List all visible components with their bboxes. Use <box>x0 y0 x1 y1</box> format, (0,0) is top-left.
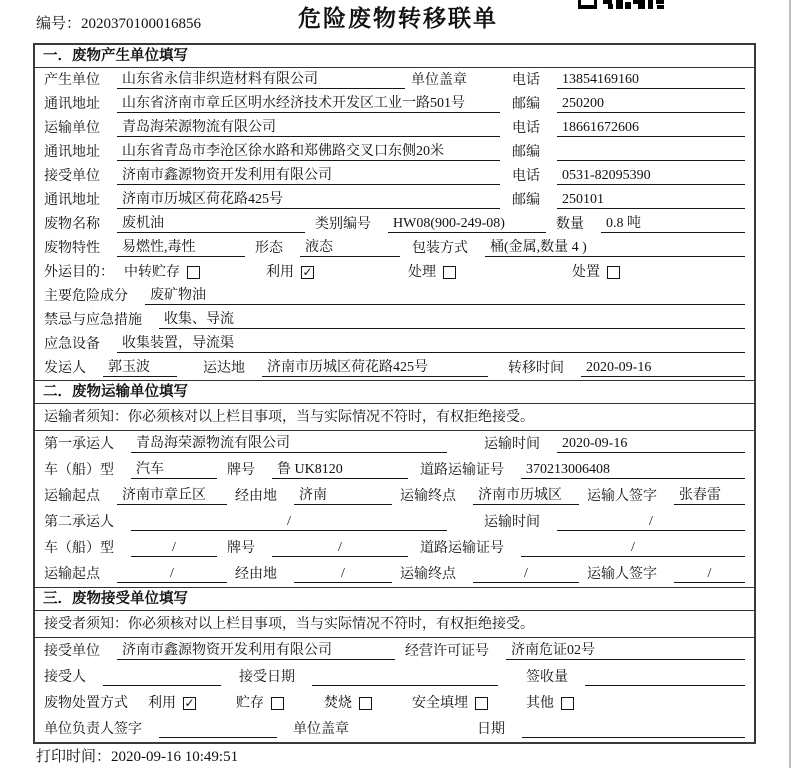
form-field <box>44 488 100 505</box>
form-field <box>94 359 177 377</box>
field-value: 济南危证02号 <box>506 642 745 660</box>
form-field <box>548 191 745 209</box>
form-field <box>124 264 200 281</box>
form-field <box>526 669 568 686</box>
form-field <box>108 119 500 137</box>
field-value: 汽车 <box>131 461 217 479</box>
form-field <box>576 669 745 686</box>
form-field <box>44 240 100 257</box>
form-field <box>285 565 392 583</box>
form-field <box>512 96 540 113</box>
form-field <box>227 540 255 557</box>
form-field <box>548 144 745 161</box>
form-row <box>35 483 754 509</box>
field-value <box>557 144 745 161</box>
form-field <box>285 487 392 505</box>
field-label: 牌号 <box>227 541 255 556</box>
field-label: 运输单位 <box>44 121 100 136</box>
field-label: 接受单位 <box>44 169 100 184</box>
field-label: 单位盖章 <box>293 722 349 737</box>
field-label: 邮编 <box>512 145 540 160</box>
form-field <box>148 695 196 712</box>
form-field <box>592 215 745 233</box>
field-value: / <box>117 565 227 583</box>
field-value: 鲁 UK8120 <box>272 461 408 479</box>
form-field <box>508 360 564 377</box>
form-field <box>108 335 745 353</box>
field-value: 青岛海荣源物流有限公司 <box>131 435 447 453</box>
field-value: / <box>131 513 447 531</box>
field-value: 易燃性,毒性 <box>117 239 245 257</box>
field-label: 中转贮存 <box>124 265 180 280</box>
form-field <box>44 192 100 209</box>
form-field <box>227 462 255 479</box>
field-value: 0.8 吨 <box>601 215 745 233</box>
serial-number-label: 编号： <box>36 16 82 32</box>
field-value <box>522 721 745 738</box>
field-label: 类别编号 <box>315 217 371 232</box>
field-label: 运输起点 <box>44 567 100 582</box>
form-field <box>263 461 408 479</box>
field-label: 电话 <box>512 73 540 88</box>
field-value <box>585 669 745 686</box>
print-time <box>36 745 238 766</box>
form-field <box>548 95 745 113</box>
field-label: 焚烧 <box>324 696 352 711</box>
form-field <box>548 119 745 137</box>
form-table <box>33 43 756 744</box>
form-field <box>464 565 579 583</box>
field-label: 单位负责人签字 <box>44 722 142 737</box>
page-title: 危险废物转移联单 <box>298 5 498 31</box>
field-label: 应急设备 <box>44 337 100 352</box>
checkbox-unchecked-icon <box>271 697 284 710</box>
form-field <box>44 669 86 686</box>
form-field <box>263 539 408 557</box>
field-label: 运输人签字 <box>587 489 657 504</box>
form-field <box>477 721 505 738</box>
form-field <box>235 566 277 583</box>
serial-number-value: 2020370100016856 <box>81 16 202 32</box>
form-field <box>136 287 745 305</box>
form-field <box>476 239 745 257</box>
form-field <box>556 216 584 233</box>
field-label: 利用 <box>266 265 294 280</box>
checkbox-unchecked-icon <box>359 697 372 710</box>
form-field <box>548 167 745 185</box>
form-field <box>513 721 745 738</box>
field-label: 接受人 <box>44 670 86 685</box>
section-title: 二．废物运输单位填写 <box>35 381 754 404</box>
form-field <box>405 643 489 660</box>
form-row <box>35 188 754 212</box>
field-label: 运输时间 <box>484 437 540 452</box>
form-field <box>44 168 100 185</box>
form-field <box>408 264 456 281</box>
field-label: 转移时间 <box>508 361 564 376</box>
field-value: 山东省青岛市李沧区徐水路和郑佛路交叉口东侧20米 <box>117 143 500 161</box>
checkbox-checked-icon: ✓ <box>302 265 313 279</box>
form-field <box>44 436 114 453</box>
field-value: / <box>521 539 745 557</box>
form-field <box>44 120 100 137</box>
form-field <box>44 336 100 353</box>
field-label: 经由地 <box>235 489 277 504</box>
form-field <box>44 312 142 329</box>
form-field <box>400 488 456 505</box>
checkbox-checked-icon: ✓ <box>184 696 195 710</box>
form-field <box>665 487 745 505</box>
form-field <box>512 192 540 209</box>
form-field <box>44 216 100 233</box>
form-field <box>512 120 540 137</box>
field-label: 电话 <box>512 169 540 184</box>
form-field <box>44 462 114 479</box>
field-label: 包装方式 <box>412 241 468 256</box>
field-label: 运达地 <box>203 361 245 376</box>
field-label: 废物特性 <box>44 241 100 256</box>
form-row <box>35 457 754 483</box>
field-value: 收集、导流 <box>159 311 745 329</box>
form-field <box>239 669 295 686</box>
form-field <box>44 144 100 161</box>
form-field <box>44 514 114 531</box>
field-label: 禁忌与应急措施 <box>44 313 142 328</box>
field-label: 其他 <box>526 696 554 711</box>
form-field <box>572 359 745 377</box>
form-field <box>203 360 245 377</box>
form-field <box>512 539 745 557</box>
field-value: 370213006408 <box>521 461 745 479</box>
form-field <box>484 514 540 531</box>
field-value: 18661672606 <box>557 119 745 137</box>
form-field <box>512 72 540 89</box>
form-row <box>35 431 754 457</box>
form-field <box>464 487 579 505</box>
field-value: 13854169160 <box>557 71 745 89</box>
field-value: 郭玉波 <box>103 359 177 377</box>
form-field <box>548 513 745 531</box>
form-field <box>512 461 745 479</box>
form-field <box>291 239 400 257</box>
field-value: 2020-09-16 <box>581 359 745 377</box>
field-value <box>103 669 221 686</box>
field-label: 单位盖章 <box>411 73 467 88</box>
checkbox-unchecked-icon <box>443 266 456 279</box>
field-label: 邮编 <box>512 97 540 112</box>
field-value: 山东省永信非织造材料有限公司 <box>117 71 405 89</box>
form-field <box>108 167 500 185</box>
form-row <box>35 356 754 380</box>
field-value: / <box>272 539 408 557</box>
form-field <box>420 540 504 557</box>
form-row <box>35 212 754 236</box>
form-field <box>324 695 372 712</box>
field-label: 电话 <box>512 121 540 136</box>
field-value: 250101 <box>557 191 745 209</box>
notice-text: 接受者须知：你必须核对以上栏目事项，当与实际情况不符时，有权拒绝接受。 <box>35 611 754 638</box>
field-value: / <box>473 565 579 583</box>
form-row <box>35 260 754 284</box>
form-row <box>35 164 754 188</box>
field-value: 济南市历城区荷花路425号 <box>117 191 500 209</box>
form-field <box>108 642 395 660</box>
form-row <box>35 690 754 716</box>
field-value: / <box>294 565 392 583</box>
form-row <box>35 92 754 116</box>
form-field <box>44 643 100 660</box>
form-field <box>108 191 500 209</box>
form-field <box>108 487 227 505</box>
form-field <box>44 540 114 557</box>
form-field <box>44 360 86 377</box>
field-value: 收集装置，导流渠 <box>117 335 745 353</box>
field-label: 接受单位 <box>44 644 100 659</box>
field-label: 利用 <box>148 696 176 711</box>
form-field <box>122 539 217 557</box>
field-value: 山东省济南市章丘区明水经济技术开发区工业一路501号 <box>117 95 500 113</box>
field-label: 运输人签字 <box>587 567 657 582</box>
field-label: 通讯地址 <box>44 97 100 112</box>
checkbox-unchecked-icon <box>607 266 620 279</box>
field-value <box>312 669 498 686</box>
form-row <box>35 308 754 332</box>
field-value: 2020-09-16 <box>557 435 745 453</box>
field-value: 桶(金属,数量 4 ) <box>485 239 745 257</box>
field-label: 发运人 <box>44 361 86 376</box>
field-label: 日期 <box>477 722 505 737</box>
form-field <box>122 461 217 479</box>
form-field <box>266 264 314 281</box>
field-label: 废物名称 <box>44 217 100 232</box>
field-value: 青岛海荣源物流有限公司 <box>117 119 500 137</box>
field-label: 主要危险成分 <box>44 289 128 304</box>
field-label: 运输终点 <box>400 489 456 504</box>
form-row <box>35 140 754 164</box>
field-value: 济南市历城区荷花路425号 <box>262 359 488 377</box>
field-label: 牌号 <box>227 463 255 478</box>
field-label: 车（船）型 <box>44 463 114 478</box>
form-field <box>150 721 277 738</box>
field-label: 废物处置方式 <box>44 696 128 711</box>
section-3 <box>35 587 754 742</box>
form-field <box>44 695 128 712</box>
field-label: 车（船）型 <box>44 541 114 556</box>
form-row <box>35 332 754 356</box>
field-label: 第二承运人 <box>44 515 114 530</box>
print-time-value: 2020-09-16 10:49:51 <box>111 749 239 765</box>
form-field <box>44 72 100 89</box>
field-value: / <box>674 565 745 583</box>
field-value: 250200 <box>557 95 745 113</box>
form-field <box>587 566 657 583</box>
field-value: 0531-82095390 <box>557 167 745 185</box>
form-row <box>35 535 754 561</box>
form-field <box>44 96 100 113</box>
field-value <box>159 721 277 738</box>
field-value: HW08(900-249-08) <box>388 215 546 233</box>
field-label: 通讯地址 <box>44 145 100 160</box>
form-row <box>35 68 754 92</box>
field-value: 济南 <box>294 487 392 505</box>
checkbox-unchecked-icon <box>475 697 488 710</box>
field-value: 济南市鑫源物资开发利用有限公司 <box>117 642 395 660</box>
print-time-label: 打印时间： <box>36 749 112 765</box>
form-row <box>35 509 754 535</box>
field-label: 安全填埋 <box>412 696 468 711</box>
form-field <box>94 669 221 686</box>
section-1 <box>35 45 754 380</box>
field-label: 处理 <box>408 265 436 280</box>
field-label: 运输起点 <box>44 489 100 504</box>
form-field <box>526 695 574 712</box>
form-row <box>35 284 754 308</box>
notice-text: 运输者须知：你必须核对以上栏目事项，当与实际情况不符时，有权拒绝接受。 <box>35 404 754 431</box>
form-row <box>35 561 754 587</box>
form-field <box>108 215 305 233</box>
form-field <box>665 565 745 583</box>
field-value: 液态 <box>300 239 400 257</box>
form-field <box>235 488 277 505</box>
field-value: 济南市章丘区 <box>117 487 227 505</box>
field-label: 邮编 <box>512 193 540 208</box>
field-value: / <box>131 539 217 557</box>
field-value: 废机油 <box>117 215 305 233</box>
form-row <box>35 116 754 140</box>
form-field <box>44 288 128 305</box>
form-field <box>587 488 657 505</box>
field-value: 张春雷 <box>674 487 745 505</box>
form-field <box>150 311 745 329</box>
field-value: 济南市历城区 <box>473 487 579 505</box>
field-label: 产生单位 <box>44 73 100 88</box>
field-label: 经由地 <box>235 567 277 582</box>
section-title: 三．废物接受单位填写 <box>35 588 754 611</box>
form-field <box>293 721 349 738</box>
form-field <box>303 669 498 686</box>
form-field <box>497 642 745 660</box>
form-row <box>35 638 754 664</box>
section-2 <box>35 380 754 587</box>
form-field <box>484 436 540 453</box>
form-field <box>44 566 100 583</box>
field-label: 外运目的： <box>44 265 114 280</box>
checkbox-unchecked-icon <box>561 697 574 710</box>
form-field <box>412 240 468 257</box>
field-label: 运输终点 <box>400 567 456 582</box>
form-field <box>379 215 546 233</box>
form-field <box>412 695 488 712</box>
form-field <box>108 95 500 113</box>
form-field <box>236 695 284 712</box>
field-label: 经营许可证号 <box>405 644 489 659</box>
form-field <box>122 513 447 531</box>
form-field <box>512 168 540 185</box>
qr-code-partial-icon <box>578 0 664 10</box>
field-label: 第一承运人 <box>44 437 114 452</box>
form-field <box>512 144 540 161</box>
field-label: 贮存 <box>236 696 264 711</box>
form-field <box>411 72 467 89</box>
form-field <box>44 721 142 738</box>
form-field <box>420 462 504 479</box>
field-label: 道路运输证号 <box>420 463 504 478</box>
field-label: 签收量 <box>526 670 568 685</box>
section-title: 一．废物产生单位填写 <box>35 45 754 68</box>
field-label: 形态 <box>255 241 283 256</box>
form-field <box>315 216 371 233</box>
form-row <box>35 236 754 260</box>
form-field <box>108 71 405 89</box>
form-field <box>108 565 227 583</box>
field-value: 济南市鑫源物资开发利用有限公司 <box>117 167 500 185</box>
form-field <box>255 240 283 257</box>
form-row <box>35 664 754 690</box>
form-field <box>108 143 500 161</box>
checkbox-unchecked-icon <box>187 266 200 279</box>
field-label: 运输时间 <box>484 515 540 530</box>
form-field <box>548 71 745 89</box>
form-field <box>572 264 620 281</box>
field-label: 接受日期 <box>239 670 295 685</box>
field-label: 道路运输证号 <box>420 541 504 556</box>
form-field <box>548 435 745 453</box>
field-value: 废矿物油 <box>145 287 745 305</box>
field-label: 处置 <box>572 265 600 280</box>
field-value: / <box>557 513 745 531</box>
form-field <box>44 264 114 281</box>
page-edge-line <box>789 0 791 768</box>
form-field <box>400 566 456 583</box>
field-label: 通讯地址 <box>44 193 100 208</box>
form-row <box>35 716 754 742</box>
form-field <box>108 239 245 257</box>
form-field <box>253 359 488 377</box>
form-field <box>122 435 447 453</box>
field-label: 数量 <box>556 217 584 232</box>
